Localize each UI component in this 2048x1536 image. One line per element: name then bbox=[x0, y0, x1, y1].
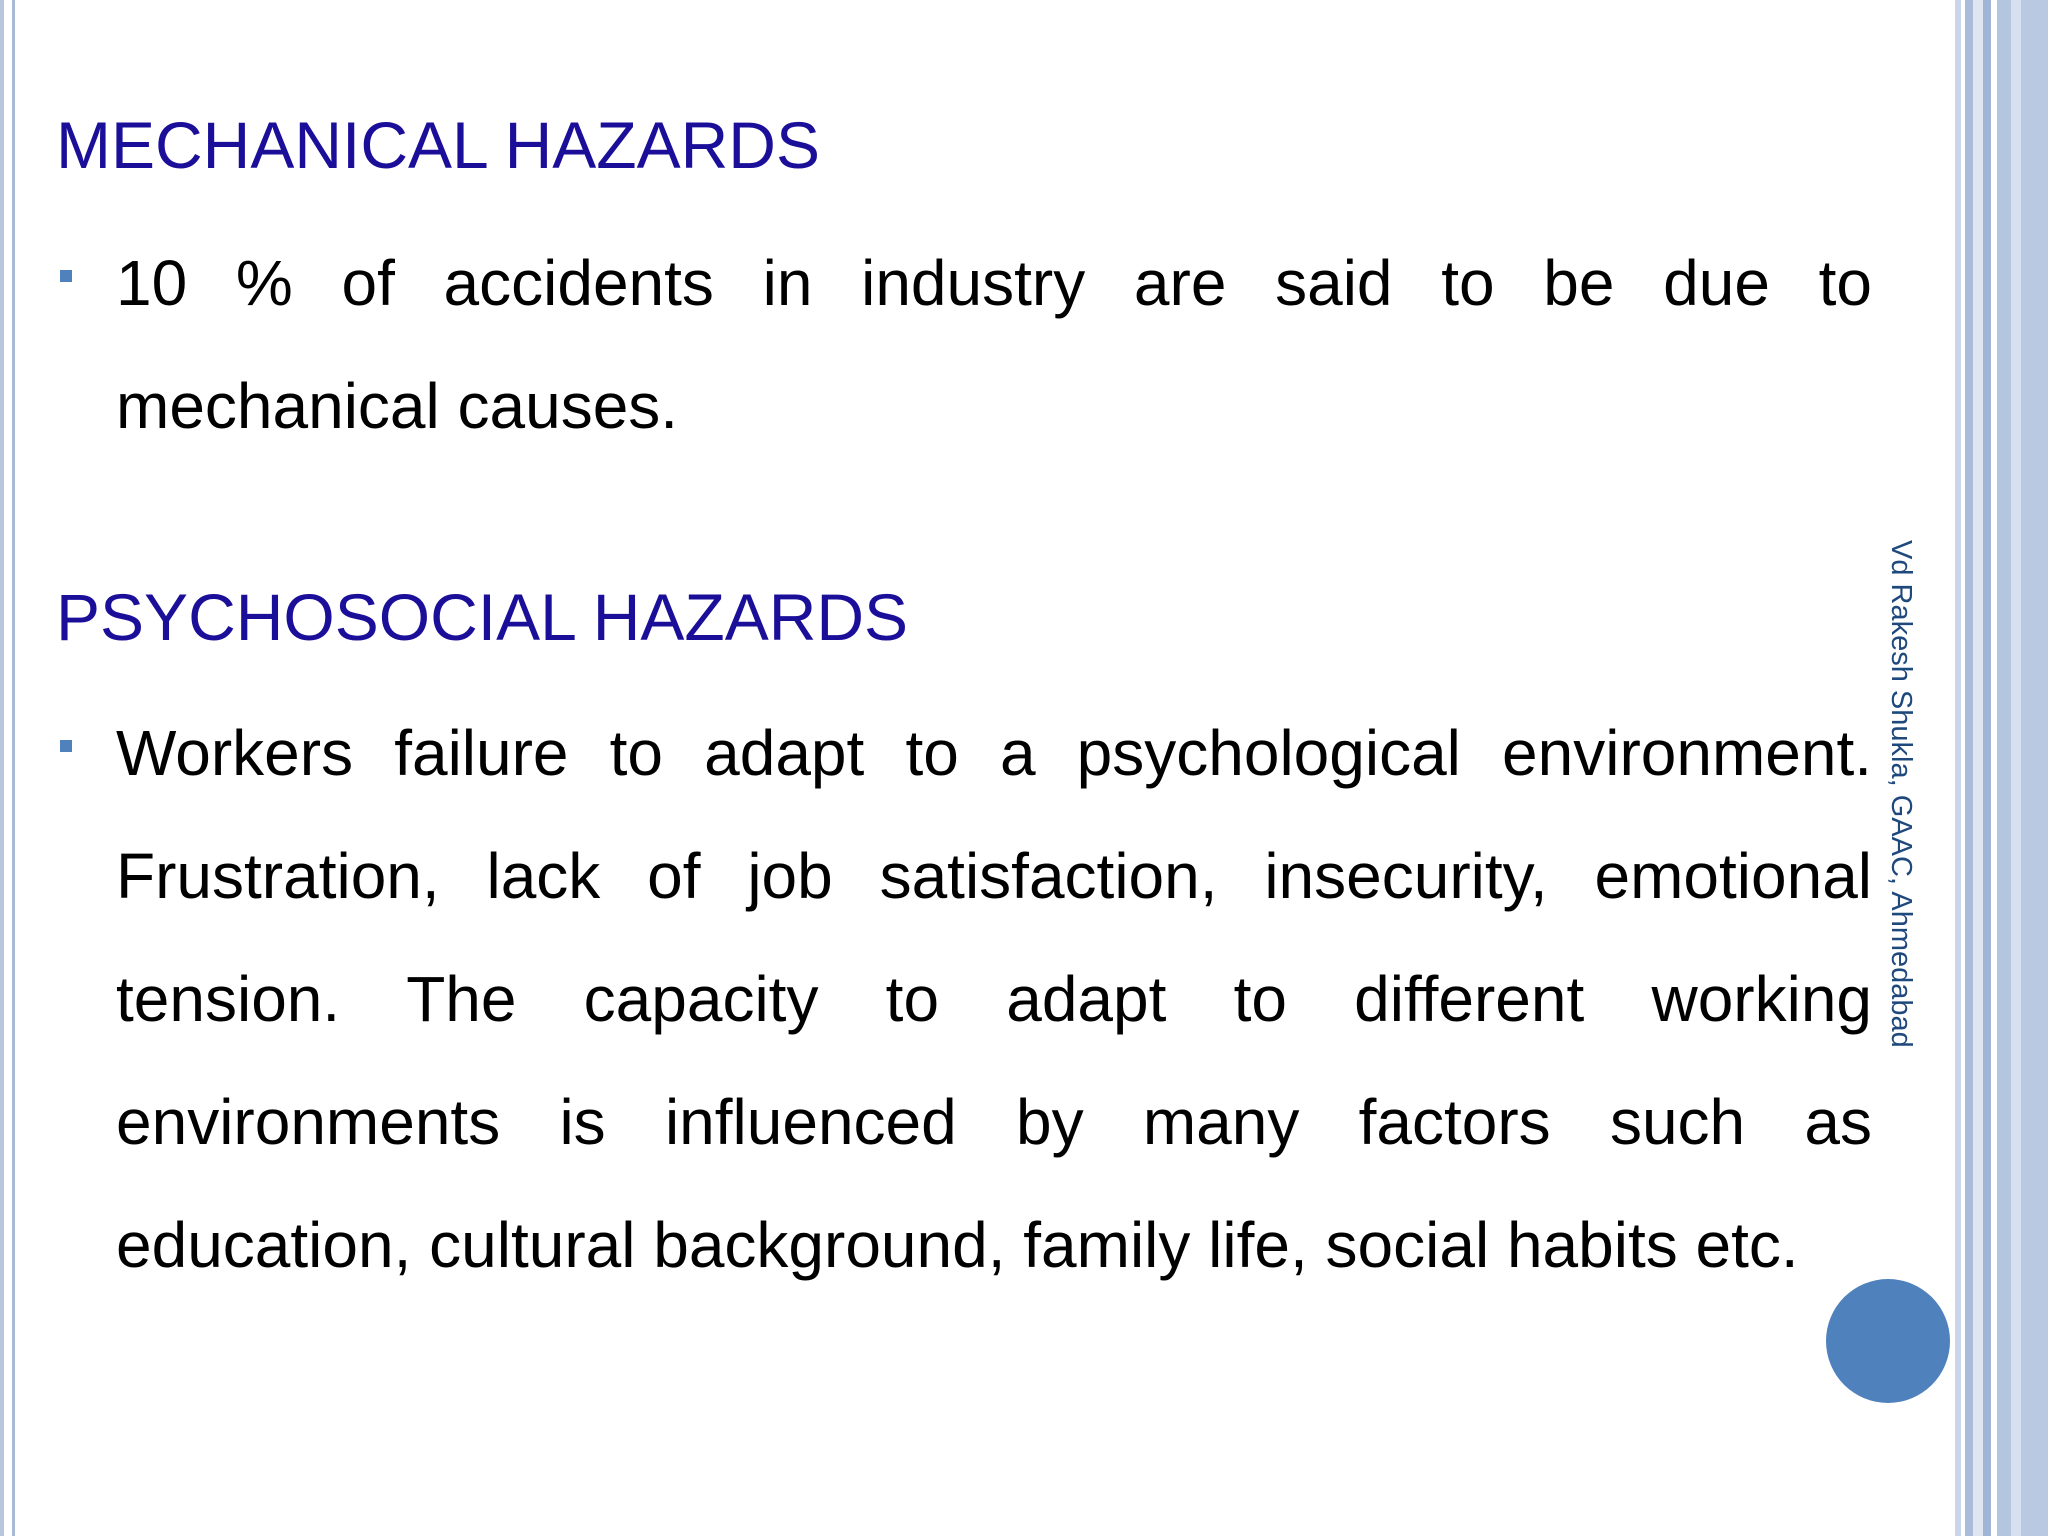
left-border-line bbox=[0, 0, 4, 1536]
section-heading-mechanical: MECHANICAL HAZARDS bbox=[56, 108, 820, 182]
author-credit: Vd Rakesh Shukla, GAAC, Ahmedabad bbox=[1885, 540, 1917, 1048]
right-decorative-border bbox=[1955, 0, 2048, 1536]
square-bullet-icon bbox=[60, 740, 72, 752]
section-heading-psychosocial: PSYCHOSOCIAL HAZARDS bbox=[56, 580, 909, 654]
bullet-text: Workers failure to adapt to a psychological environment. Frustration, lack of job satisfaction, insecurity, emotional tension. The capacity to adapt to different working environments is influenced by many factors such as education, cultural background, family life, social habits etc. bbox=[116, 717, 1872, 1281]
bullet-text: 10 % of accidents in industry are said to be due to mechanical causes. bbox=[116, 247, 1872, 442]
decorative-circle bbox=[1826, 1279, 1950, 1403]
square-bullet-icon bbox=[60, 270, 72, 282]
left-border-line bbox=[12, 0, 15, 1536]
